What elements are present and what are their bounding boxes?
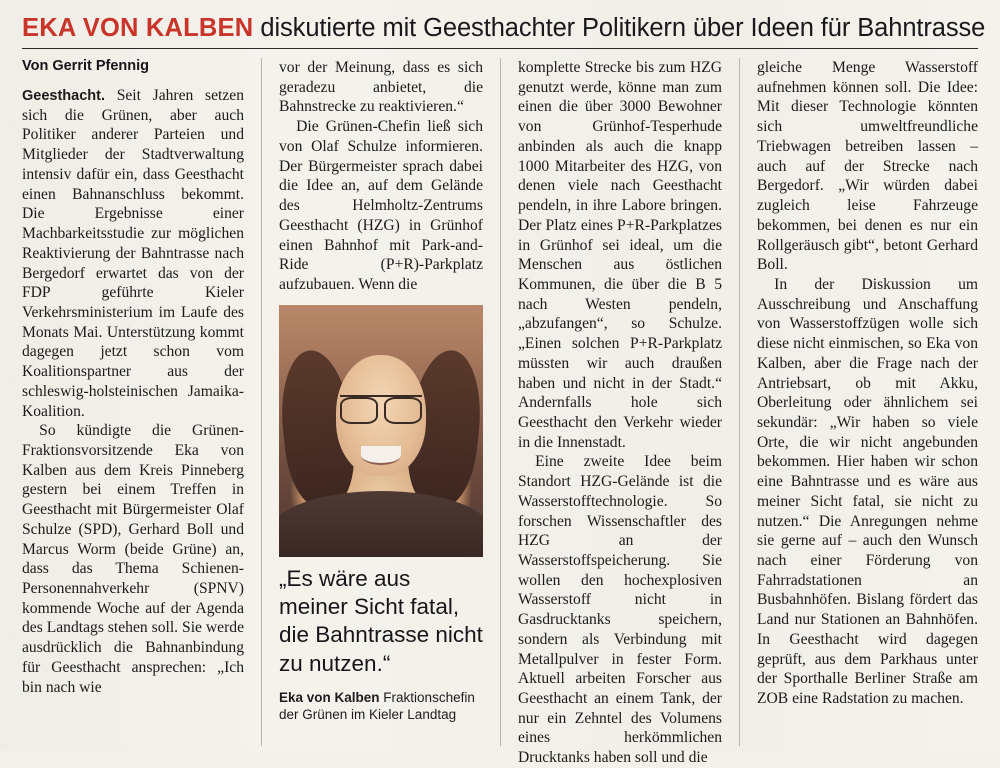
- article-columns: [22, 58, 978, 767]
- page-title: [22, 14, 986, 42]
- paragraph: komplette Strecke bis zum HZG genutzt werde, könne man zum einen die über 3000 Bewohner von Grünhof-Tesperhude anbinden als auch die knapp 1000 Mitarbeiter des HZG, von denen viele nach Geesthacht pendeln, in ihre Labore bringen. Der Platz eines P+R-Parkplatzes in Grünhof sei ideal, um die Menschen aus östlichen Kommunen, die über die B 5 nach Westen pendeln, „abzufangen“, so Schulze. „Einen solchen P+R-Parkplatz müssten wir auch draußen haben und nicht in der Stadt.“ Andernfalls hole sich Geesthacht den Verkehr wieder in die Innenstadt.: [518, 59, 722, 451]
- pull-quote: „Es wäre aus meiner Sicht fatal, die Bahntrasse nicht zu nutzen.“: [279, 565, 483, 676]
- paragraph: In der Diskussion um Ausschreibung und Anschaffung von Wasserstoffzügen wolle sich diese nicht einmischen, so Eka von Kalben, aber die Frage nach der Antriebsart, ob mit Akku, Oberleitung oder ähnlichem sei sekundär: „Wir haben so viele Orte, die wir nicht angebunden bekommen. Hier haben wir schon eine Bahntrasse und es wäre aus meiner Sicht fatal, sie nicht zu nutzen.“ Die Anregungen nehme sie gerne auf – auch den Wunsch nach einer Förderung von Fahrradstationen an Busbahnhöfen. Bislang fördert das Land nur Stationen an Bahnhöfen. In Geesthacht wird dagegen geprüft, aus dem Parkhaus unter der Sporthalle Berliner Straße am ZOB eine Radstation zu machen.: [757, 275, 978, 708]
- headline-lead: EKA VON KALBEN: [22, 14, 254, 42]
- paragraph: vor der Meinung, dass es sich geradezu anbietet, die Bahnstrecke zu reaktivieren.“: [279, 59, 483, 116]
- dateline: Geesthacht.: [22, 88, 105, 105]
- headline-divider: [22, 48, 978, 49]
- paragraph: So kündigte die Grünen-Fraktionsvorsitzende Eka von Kalben aus dem Kreis Pinneberg gestern bei einem Treffen in Geesthacht mit Bürgermeister Olaf Schulze (SPD), Gerhard Boll und Marcus Worm (beide Grüne) an, dass das Thema Schienen-Personennahverkehr (SPNV) kommende Woche auf der Agenda des Landtags stehen soll. Sie werde ausdrücklich die Bahnanbindung für Geesthacht ansprechen: „Ich bin nach wie: [22, 422, 244, 696]
- glasses-icon: [340, 395, 422, 420]
- column-one: [22, 58, 261, 746]
- paragraph-text: Seit Jahren setzen sich die Grünen, aber auch Politiker anderer Parteien und Mitglieder der Stadtverwaltung intensiv dafür ein, dass Geesthacht einen Bahnanschluss bekommt. Die Ergebnisse einer Machbarkeitsstudie zur möglichen Reaktivierung der Bahntrasse nach Bergedorf erwartet das von der FDP geführte Kieler Verkehrsministerium im Laufe des Monats Mai. Unterstützung kommt dagegen jetzt schon vom Koalitionspartner aus der schleswig-holsteinischen Jamaika-Koalition.: [22, 87, 244, 420]
- byline: Von Gerrit Pfennig: [22, 58, 150, 75]
- column-four: [739, 58, 978, 746]
- paragraph: gleiche Menge Wasserstoff aufnehmen können soll. Die Idee: Mit dieser Technologie könnten sich umweltfreundliche Triebwagen betreiben lassen – auch auf der Strecke nach Bergedorf. „Wir würden dabei zugleich leise Fahrzeuge bekommen, bei denen es nur ein Rollgeräusch gibt“, betont Gerhard Boll.: [757, 59, 978, 274]
- headline-rest: diskutierte mit Geesthachter Politikern über Ideen für Bahntrasse: [260, 14, 986, 42]
- photo-caption: [279, 690, 483, 723]
- photo-torso: [279, 491, 483, 557]
- column-two: [261, 58, 500, 746]
- paragraph: Die Grünen-Chefin ließ sich von Olaf Schulze informieren. Der Bürgermeister sprach dabei die Idee an, auf dem Gelände des Helmholtz-Zentrums Geesthacht (HZG) in Grünhof einen Bahnhof mit Park-and-Ride (P+R)-Parkplatz aufzubauen. Wenn die: [279, 118, 483, 293]
- caption-role: Fraktionschefin der Grünen im Kieler Landtag: [279, 690, 475, 722]
- caption-name: Eka von Kalben: [279, 690, 380, 706]
- article-photo: [279, 305, 483, 557]
- paragraph: Eine zweite Idee beim Standort HZG-Gelände ist die Wasserstofftechnologie. So forschen Wissenschaftler des HZG an der Wasserstoffspeicherung. Sie wollen den hochexplosiven Wasserstoff nicht in Gasdrucktanks speichern, sondern als Verbindung mit Metallpulver in fester Form. Aktuell arbeiten Forscher aus Geesthacht an einem Tank, der nur ein Zehntel des Volumens eines herkömmlichen Drucktanks haben soll und die: [518, 453, 722, 767]
- column-three: [500, 58, 739, 767]
- paragraph: [22, 86, 244, 421]
